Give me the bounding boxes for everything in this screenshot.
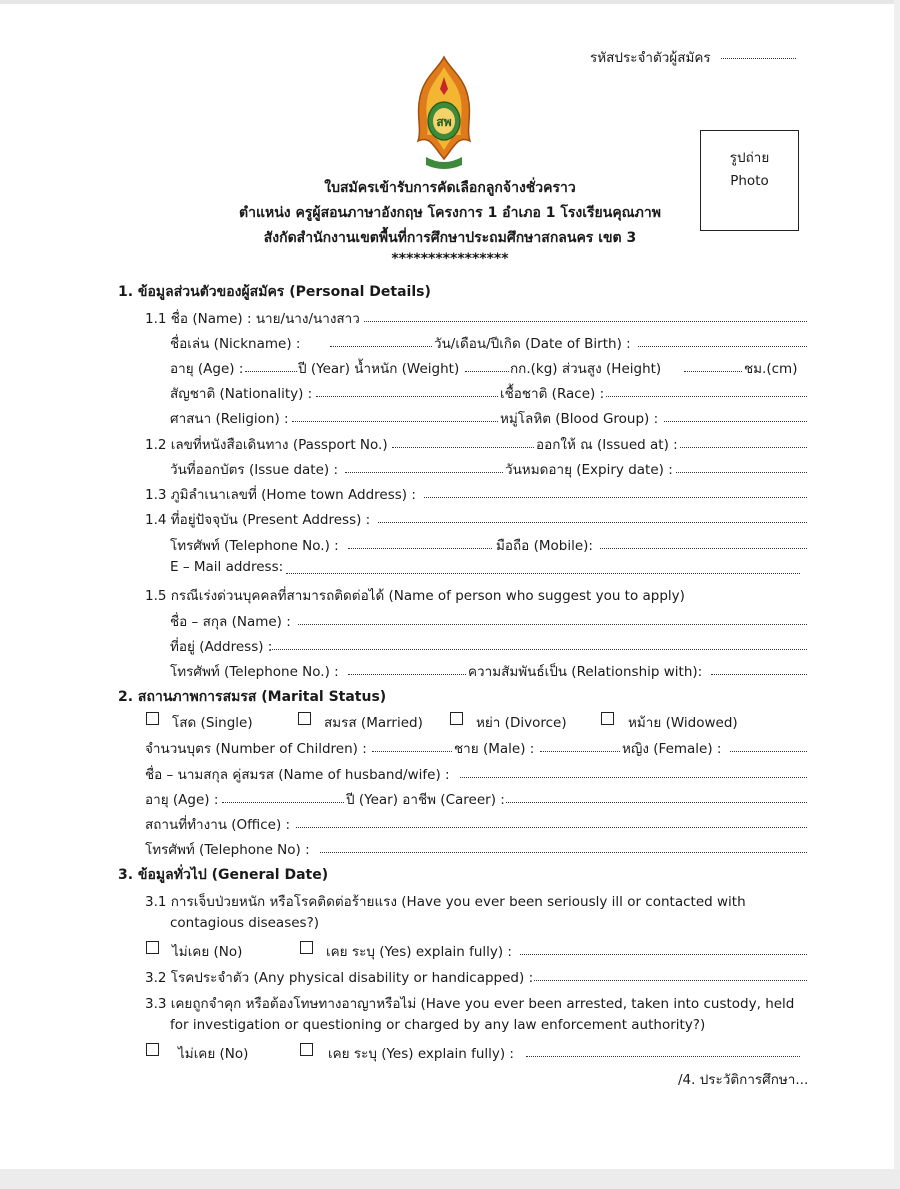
telephone-field[interactable]: [348, 548, 492, 549]
arrest-no-checkbox[interactable]: [146, 1043, 159, 1056]
arrest-explain-field[interactable]: [526, 1056, 800, 1057]
bottom-border: [0, 1169, 900, 1189]
form-position: ตำแหน่ง ครูผู้สอนภาษาอังกฤษ โครงการ 1 อำเภอ 1 โรงเรียนคุณภาพ: [239, 205, 661, 221]
section1-heading: 1. ข้อมูลส่วนตัวของผู้สมัคร (Personal Details): [118, 284, 431, 300]
divorce-label: หย่า (Divorce): [476, 715, 567, 731]
passport-label: 1.2 เลขที่หนังสือเดินทาง (Passport No.): [145, 437, 388, 453]
illness-explain-field[interactable]: [520, 954, 807, 955]
issue-date-field[interactable]: [345, 472, 503, 473]
office-field[interactable]: [296, 827, 807, 828]
illness-no-checkbox[interactable]: [146, 941, 159, 954]
emergency-name-field[interactable]: [298, 624, 807, 625]
weight-field[interactable]: [465, 371, 509, 372]
spouse-age-field[interactable]: [222, 802, 344, 803]
male-field[interactable]: [540, 751, 620, 752]
arrest-yes-checkbox[interactable]: [300, 1043, 313, 1056]
telephone-label: โทรศัพท์ (Telephone No.) :: [170, 538, 339, 554]
issue-date-label: วันที่ออกบัตร (Issue date) :: [170, 462, 338, 478]
widowed-label: หม้าย (Widowed): [628, 715, 738, 731]
section2-heading: 2. สถานภาพการสมรส (Marital Status): [118, 689, 387, 705]
emergency-contact-label: 1.5 กรณีเร่งด่วนบุคคลที่สามารถติดต่อได้ (Name of person who suggest you to apply): [145, 588, 685, 604]
issued-at-field[interactable]: [680, 447, 807, 448]
hometown-label: 1.3 ภูมิลำเนาเลขที่ (Home town Address) :: [145, 487, 416, 503]
blood-label: หมู่โลหิต (Blood Group) :: [500, 411, 659, 427]
illness-question-cont: contagious diseases?): [170, 915, 320, 931]
male-label: ชาย (Male) :: [454, 741, 535, 757]
weight-label: ปี (Year) น้ำหนัก (Weight): [298, 361, 460, 377]
blood-field[interactable]: [664, 421, 807, 422]
emergency-address-field[interactable]: [270, 649, 807, 650]
mobile-label: มือถือ (Mobile):: [496, 538, 593, 554]
mobile-field[interactable]: [600, 548, 807, 549]
age-field[interactable]: [245, 371, 297, 372]
female-label: หญิง (Female) :: [622, 741, 722, 757]
continue-note: /4. ประวัติการศึกษา...: [678, 1072, 809, 1088]
race-field[interactable]: [606, 396, 807, 397]
single-label: โสด (Single): [172, 715, 253, 731]
relationship-label: ความสัมพันธ์เป็น (Relationship with):: [468, 664, 703, 680]
top-border: [0, 0, 900, 4]
emblem-logo: [408, 55, 480, 173]
spouse-tel-label: โทรศัพท์ (Telephone No) :: [145, 842, 310, 858]
relationship-field[interactable]: [711, 674, 807, 675]
spouse-tel-field[interactable]: [320, 852, 807, 853]
illness-yes-checkbox[interactable]: [300, 941, 313, 954]
religion-label: ศาสนา (Religion) :: [170, 411, 289, 427]
spouse-field[interactable]: [460, 777, 807, 778]
race-label: เชื้อชาติ (Race) :: [500, 386, 605, 402]
nickname-field[interactable]: [330, 346, 432, 347]
title-stars: ****************: [391, 251, 509, 267]
emergency-name-label: ชื่อ – สกุล (Name) :: [170, 614, 291, 630]
illness-no-label: ไม่เคย (No): [172, 944, 243, 960]
height-label: กก.(kg) ส่วนสูง (Height): [510, 361, 662, 377]
emergency-tel-field[interactable]: [348, 674, 466, 675]
name-field[interactable]: [364, 321, 807, 322]
emergency-tel-label: โทรศัพท์ (Telephone No.) :: [170, 664, 339, 680]
form-office: สังกัดสำนักงานเขตพื้นที่การศึกษาประถมศึกษาสกลนคร เขต 3: [263, 230, 637, 246]
religion-field[interactable]: [292, 421, 498, 422]
illness-question: 3.1 การเจ็บป่วยหนัก หรือโรคติดต่อร้ายแรง (Have you ever been seriously ill or contacted with: [145, 894, 746, 910]
svg-text:สพ: สพ: [436, 115, 452, 129]
arrest-yes-label: เคย ระบุ (Yes) explain fully) :: [328, 1046, 514, 1062]
applicant-id-field[interactable]: [721, 58, 796, 59]
expiry-field[interactable]: [676, 472, 807, 473]
cm-label: ชม.(cm): [744, 361, 798, 377]
children-label: จำนวนบุตร (Number of Children) :: [145, 741, 367, 757]
photo-label-thai: รูปถ่าย: [729, 150, 770, 166]
form-title: ใบสมัครเข้ารับการคัดเลือกลูกจ้างชั่วคราว: [324, 180, 576, 196]
married-label: สมรส (Married): [324, 715, 423, 731]
female-field[interactable]: [730, 751, 807, 752]
single-checkbox[interactable]: [146, 712, 159, 725]
career-field[interactable]: [506, 802, 807, 803]
arrest-question-cont: for investigation or questioning or charged by any law enforcement authority?): [170, 1017, 706, 1033]
height-field[interactable]: [684, 371, 742, 372]
illness-yes-label: เคย ระบุ (Yes) explain fully) :: [326, 944, 512, 960]
applicant-id-label: รหัสประจำตัวผู้สมัคร: [590, 50, 711, 66]
issued-at-label: ออกให้ ณ (Issued at) :: [536, 437, 678, 453]
arrest-no-label: ไม่เคย (No): [178, 1046, 249, 1062]
nationality-field[interactable]: [316, 396, 498, 397]
present-address-field[interactable]: [378, 522, 807, 523]
dob-label: วัน/เดือน/ปีเกิด (Date of Birth) :: [434, 336, 631, 352]
name-label: 1.1 ชื่อ (Name) : นาย/นาง/นางสาว: [145, 311, 360, 327]
expiry-label: วันหมดอายุ (Expiry date) :: [505, 462, 673, 478]
present-address-label: 1.4 ที่อยู่ปัจจุบัน (Present Address) :: [145, 512, 371, 528]
email-label: E – Mail address:: [170, 559, 284, 575]
disability-field[interactable]: [534, 980, 807, 981]
divorce-checkbox[interactable]: [450, 712, 463, 725]
arrest-question: 3.3 เคยถูกจำคุก หรือต้องโทษทางอาญาหรือไม่ (Have you ever been arrested, taken into custody, held: [145, 996, 795, 1012]
hometown-field[interactable]: [424, 497, 807, 498]
section3-heading: 3. ข้อมูลทั่วไป (General Date): [118, 867, 329, 883]
age-label: อายุ (Age) :: [170, 361, 244, 377]
office-label: สถานที่ทำงาน (Office) :: [145, 817, 291, 833]
career-label: ปี (Year) อาชีพ (Career) :: [346, 792, 505, 808]
children-field[interactable]: [372, 751, 452, 752]
passport-field[interactable]: [392, 447, 534, 448]
spouse-label: ชื่อ – นามสกุล คู่สมรส (Name of husband/wife) :: [145, 767, 450, 783]
photo-label-en: Photo: [730, 173, 769, 189]
dob-field[interactable]: [638, 346, 807, 347]
spouse-age-label: อายุ (Age) :: [145, 792, 219, 808]
nickname-label: ชื่อเล่น (Nickname) :: [170, 336, 301, 352]
email-field[interactable]: [286, 573, 800, 574]
married-checkbox[interactable]: [298, 712, 311, 725]
emergency-address-label: ที่อยู่ (Address) :: [170, 639, 273, 655]
widowed-checkbox[interactable]: [601, 712, 614, 725]
disability-question: 3.2 โรคประจำตัว (Any physical disability or handicapped) :: [145, 970, 534, 986]
nationality-label: สัญชาติ (Nationality) :: [170, 386, 313, 402]
